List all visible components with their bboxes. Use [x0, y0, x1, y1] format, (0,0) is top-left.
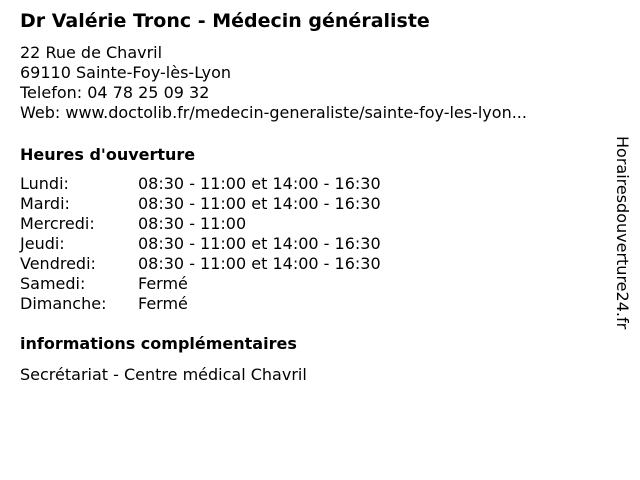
- additional-info-text: Secrétariat - Centre médical Chavril: [20, 365, 307, 384]
- hours-row-sunday: [20, 294, 381, 314]
- day-label: Vendredi:: [20, 254, 96, 273]
- time-value: 08:30 - 11:00 et 14:00 - 16:30: [138, 234, 381, 253]
- phone-number: Telefon: 04 78 25 09 32: [20, 83, 210, 102]
- day-label: Lundi:: [20, 174, 69, 193]
- hours-row-thursday: [20, 234, 381, 254]
- time-value: 08:30 - 11:00: [138, 214, 247, 233]
- hours-row-tuesday: [20, 194, 381, 214]
- hours-row-wednesday: [20, 214, 381, 234]
- time-value: Fermé: [138, 294, 188, 313]
- hours-row-saturday: [20, 274, 381, 294]
- street-address: 22 Rue de Chavril: [20, 43, 163, 62]
- time-value: 08:30 - 11:00 et 14:00 - 16:30: [138, 174, 381, 193]
- additional-info-heading: informations complémentaires: [20, 334, 297, 353]
- address-block: [20, 43, 527, 123]
- day-label: Dimanche:: [20, 294, 107, 313]
- day-label: Mercredi:: [20, 214, 95, 233]
- hours-row-monday: [20, 174, 381, 194]
- day-label: Jeudi:: [20, 234, 65, 253]
- opening-hours-table: [20, 174, 381, 314]
- time-value: Fermé: [138, 274, 188, 293]
- website-link: Web: www.doctolib.fr/medecin-generaliste/sainte-foy-les-lyon...: [20, 103, 527, 122]
- page-title: Dr Valérie Tronc - Médecin généraliste: [20, 10, 430, 32]
- hours-row-friday: [20, 254, 381, 274]
- opening-hours-heading: Heures d'ouverture: [20, 145, 196, 164]
- time-value: 08:30 - 11:00 et 14:00 - 16:30: [138, 194, 381, 213]
- day-label: Samedi:: [20, 274, 86, 293]
- time-value: 08:30 - 11:00 et 14:00 - 16:30: [138, 254, 381, 273]
- city-address: 69110 Sainte-Foy-lès-Lyon: [20, 63, 232, 82]
- site-watermark: Horairesdouverture24.fr: [613, 136, 632, 330]
- day-label: Mardi:: [20, 194, 70, 213]
